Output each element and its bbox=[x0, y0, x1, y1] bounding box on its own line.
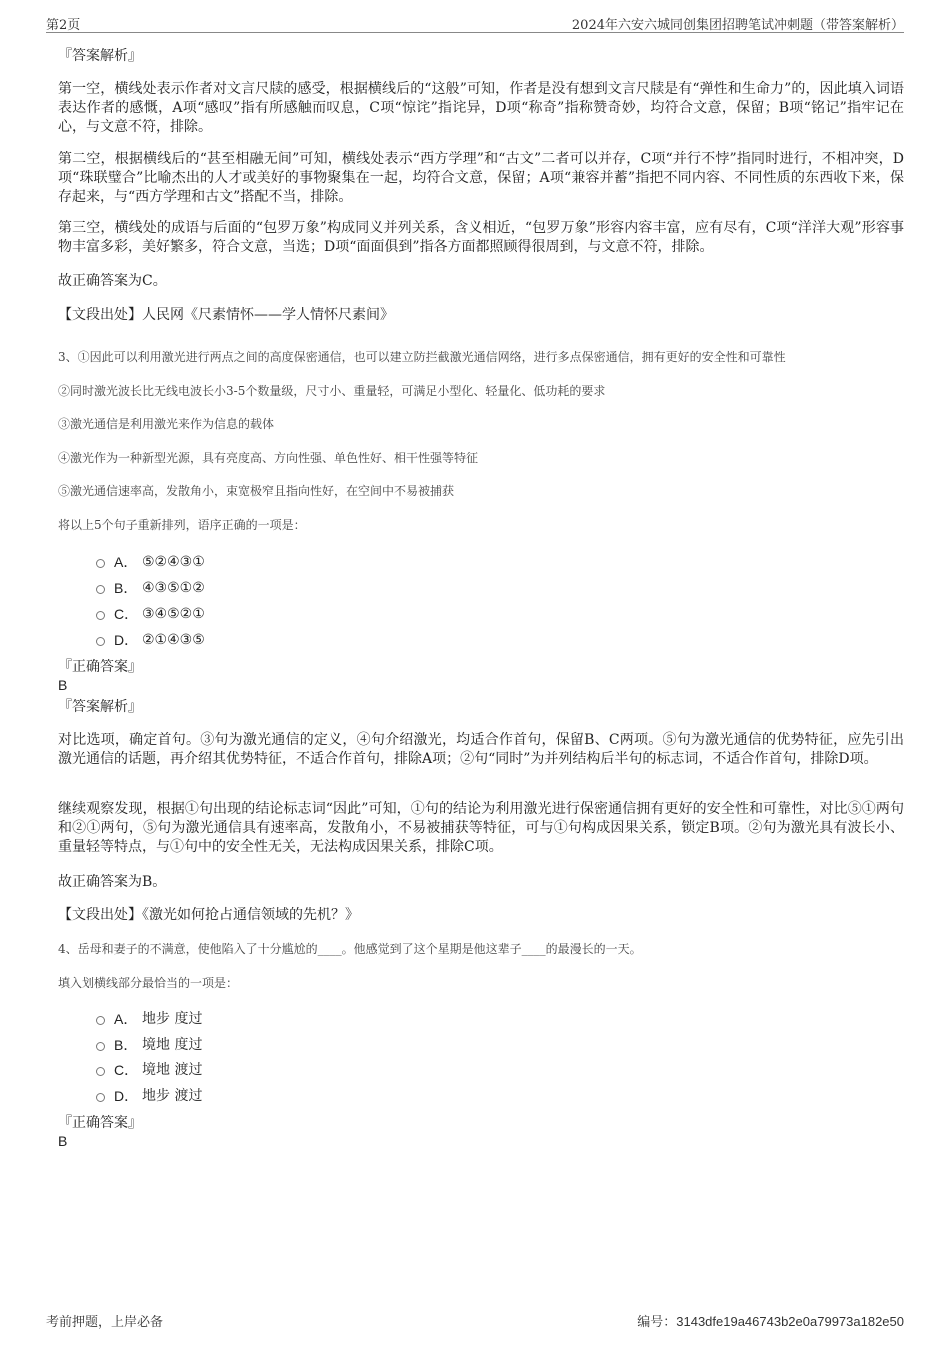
analysis-label: 『答案解析』 bbox=[58, 48, 142, 64]
document-title: 2024年六安六城同创集团招聘笔试冲刺题（带答案解析） bbox=[571, 18, 904, 33]
correct-answer-value: B bbox=[58, 1133, 68, 1149]
radio-icon[interactable] bbox=[96, 1067, 105, 1076]
question-3-option-b[interactable]: B． ④③⑤①② bbox=[96, 579, 205, 597]
analysis-paragraph-1: 第一空，横线处表示作者对文言尺牍的感受，根据横线后的“这般”可知，作者是没有想到文言尺牍是有“弹性和生命力”的，因此填入词语表达作者的感慨，A项“感叹”指有所感触而叹息，C项“惊诧”指诧异，D项“称奇”指称赞奇妙，均符合文意，保留；B项“铭记”指牢记在心，与文意不符，排除。 bbox=[58, 81, 904, 135]
question-4-option-b[interactable]: B． 境地 度过 bbox=[96, 1036, 202, 1054]
question-3-option-d[interactable]: D． ②①④③⑤ bbox=[96, 631, 205, 649]
radio-icon[interactable] bbox=[96, 1093, 105, 1102]
analysis-conclusion: 故正确答案为B。 bbox=[58, 874, 167, 890]
question-4-stem: 4、岳母和妻子的不满意，使他陷入了十分尴尬的____。他感觉到了这个星期是他这辈子____的最漫长的一天。 bbox=[58, 942, 642, 956]
passage-source: 【文段出处】人民网《尺素情怀——学人情怀尺素间》 bbox=[58, 307, 394, 323]
analysis-paragraph-1: 对比选项，确定首句。③句为激光通信的定义，④句介绍激光，均适合作首句，保留B、C两项。⑤句为激光通信的优势特征，应先引出激光通信的话题，再介绍其优势特征，不适合作首句，排除A项；②句“同时”为并列结构后半句的标志词，不适合作首句，排除D项。 bbox=[58, 732, 904, 767]
radio-icon[interactable] bbox=[96, 637, 105, 646]
radio-icon[interactable] bbox=[96, 559, 105, 568]
radio-icon[interactable] bbox=[96, 1016, 105, 1025]
radio-icon[interactable] bbox=[96, 585, 105, 594]
question-3-sentence-5: ⑤激光通信速率高，发散角小，束宽极窄且指向性好，在空间中不易被捕获 bbox=[58, 484, 455, 498]
footer-slogan: 考前押题，上岸必备 bbox=[46, 1315, 164, 1330]
question-3-option-a[interactable]: A． ⑤②④③① bbox=[96, 553, 205, 571]
question-3-sentence-2: ②同时激光波长比无线电波长小3-5个数量级，尺寸小、重量轻，可满足小型化、轻量化、低功耗的要求 bbox=[58, 384, 606, 398]
page-number: 第2页 bbox=[46, 18, 81, 33]
question-3-sentence-3: ③激光通信是利用激光来作为信息的载体 bbox=[58, 417, 275, 431]
radio-icon[interactable] bbox=[96, 1042, 105, 1051]
analysis-paragraph-3: 第三空，横线处的成语与后面的“包罗万象”构成同义并列关系，含义相近，“包罗万象”形容内容丰富，应有尽有，C项“洋洋大观”形容事物丰富多彩，美好繁多，符合文意，当选；D项“面面俱到”指各方面都照顾得很周到，与文意不符，排除。 bbox=[58, 220, 904, 255]
page-header bbox=[46, 12, 904, 33]
correct-answer-value: B bbox=[58, 677, 68, 693]
question-4-option-d[interactable]: D． 地步 渡过 bbox=[96, 1087, 202, 1105]
question-3-sentence-1: 3、①因此可以利用激光进行两点之间的高度保密通信，也可以建立防拦截激光通信网络，进行多点保密通信，拥有更好的安全性和可靠性 bbox=[58, 350, 786, 364]
question-3-sentence-4: ④激光作为一种新型光源，具有亮度高、方向性强、单色性好、相干性强等特征 bbox=[58, 451, 479, 465]
analysis-paragraph-2: 第二空，根据横线后的“甚至相融无间”可知，横线处表示“西方学理”和“古文”二者可以并存，C项“并行不悖”指同时进行，不相冲突，D项“珠联璧合”比喻杰出的人才或美好的事物聚集在一起，均符合文意，保留；A项“兼容并蓄”指把不同内容、不同性质的东西收下来，保存起来，与“西方学理和古文”搭配不当，排除。 bbox=[58, 151, 904, 205]
question-4-prompt: 填入划横线部分最恰当的一项是： bbox=[58, 976, 239, 990]
correct-answer-label: 『正确答案』 bbox=[58, 659, 142, 675]
question-4-option-a[interactable]: A． 地步 度过 bbox=[96, 1010, 202, 1028]
passage-source: 【文段出处】《激光如何抢占通信领域的先机？》 bbox=[58, 907, 359, 923]
question-4-option-c[interactable]: C． 境地 渡过 bbox=[96, 1061, 202, 1079]
analysis-paragraph-2: 继续观察发现，根据①句出现的结论标志词“因此”可知，①句的结论为利用激光进行保密通信拥有更好的安全性和可靠性，对比⑤①两句和②①两句，⑤句为激光通信具有速率高，发散角小，不易被捕获等特征，可与①句构成因果关系，锁定B项。②句为激光具有波长小、重量轻等特点，与①句中的安全性无关，无法构成因果关系，排除C项。 bbox=[58, 801, 904, 855]
question-3-prompt: 将以上5个句子重新排列，语序正确的一项是： bbox=[58, 518, 306, 532]
analysis-conclusion: 故正确答案为C。 bbox=[58, 273, 167, 289]
analysis-label: 『答案解析』 bbox=[58, 699, 142, 715]
correct-answer-label: 『正确答案』 bbox=[58, 1115, 142, 1131]
document-id: 编号：3143dfe19a46743b2e0a79973a182e50 bbox=[637, 1314, 904, 1329]
question-3-option-c[interactable]: C． ③④⑤②① bbox=[96, 605, 205, 623]
radio-icon[interactable] bbox=[96, 611, 105, 620]
